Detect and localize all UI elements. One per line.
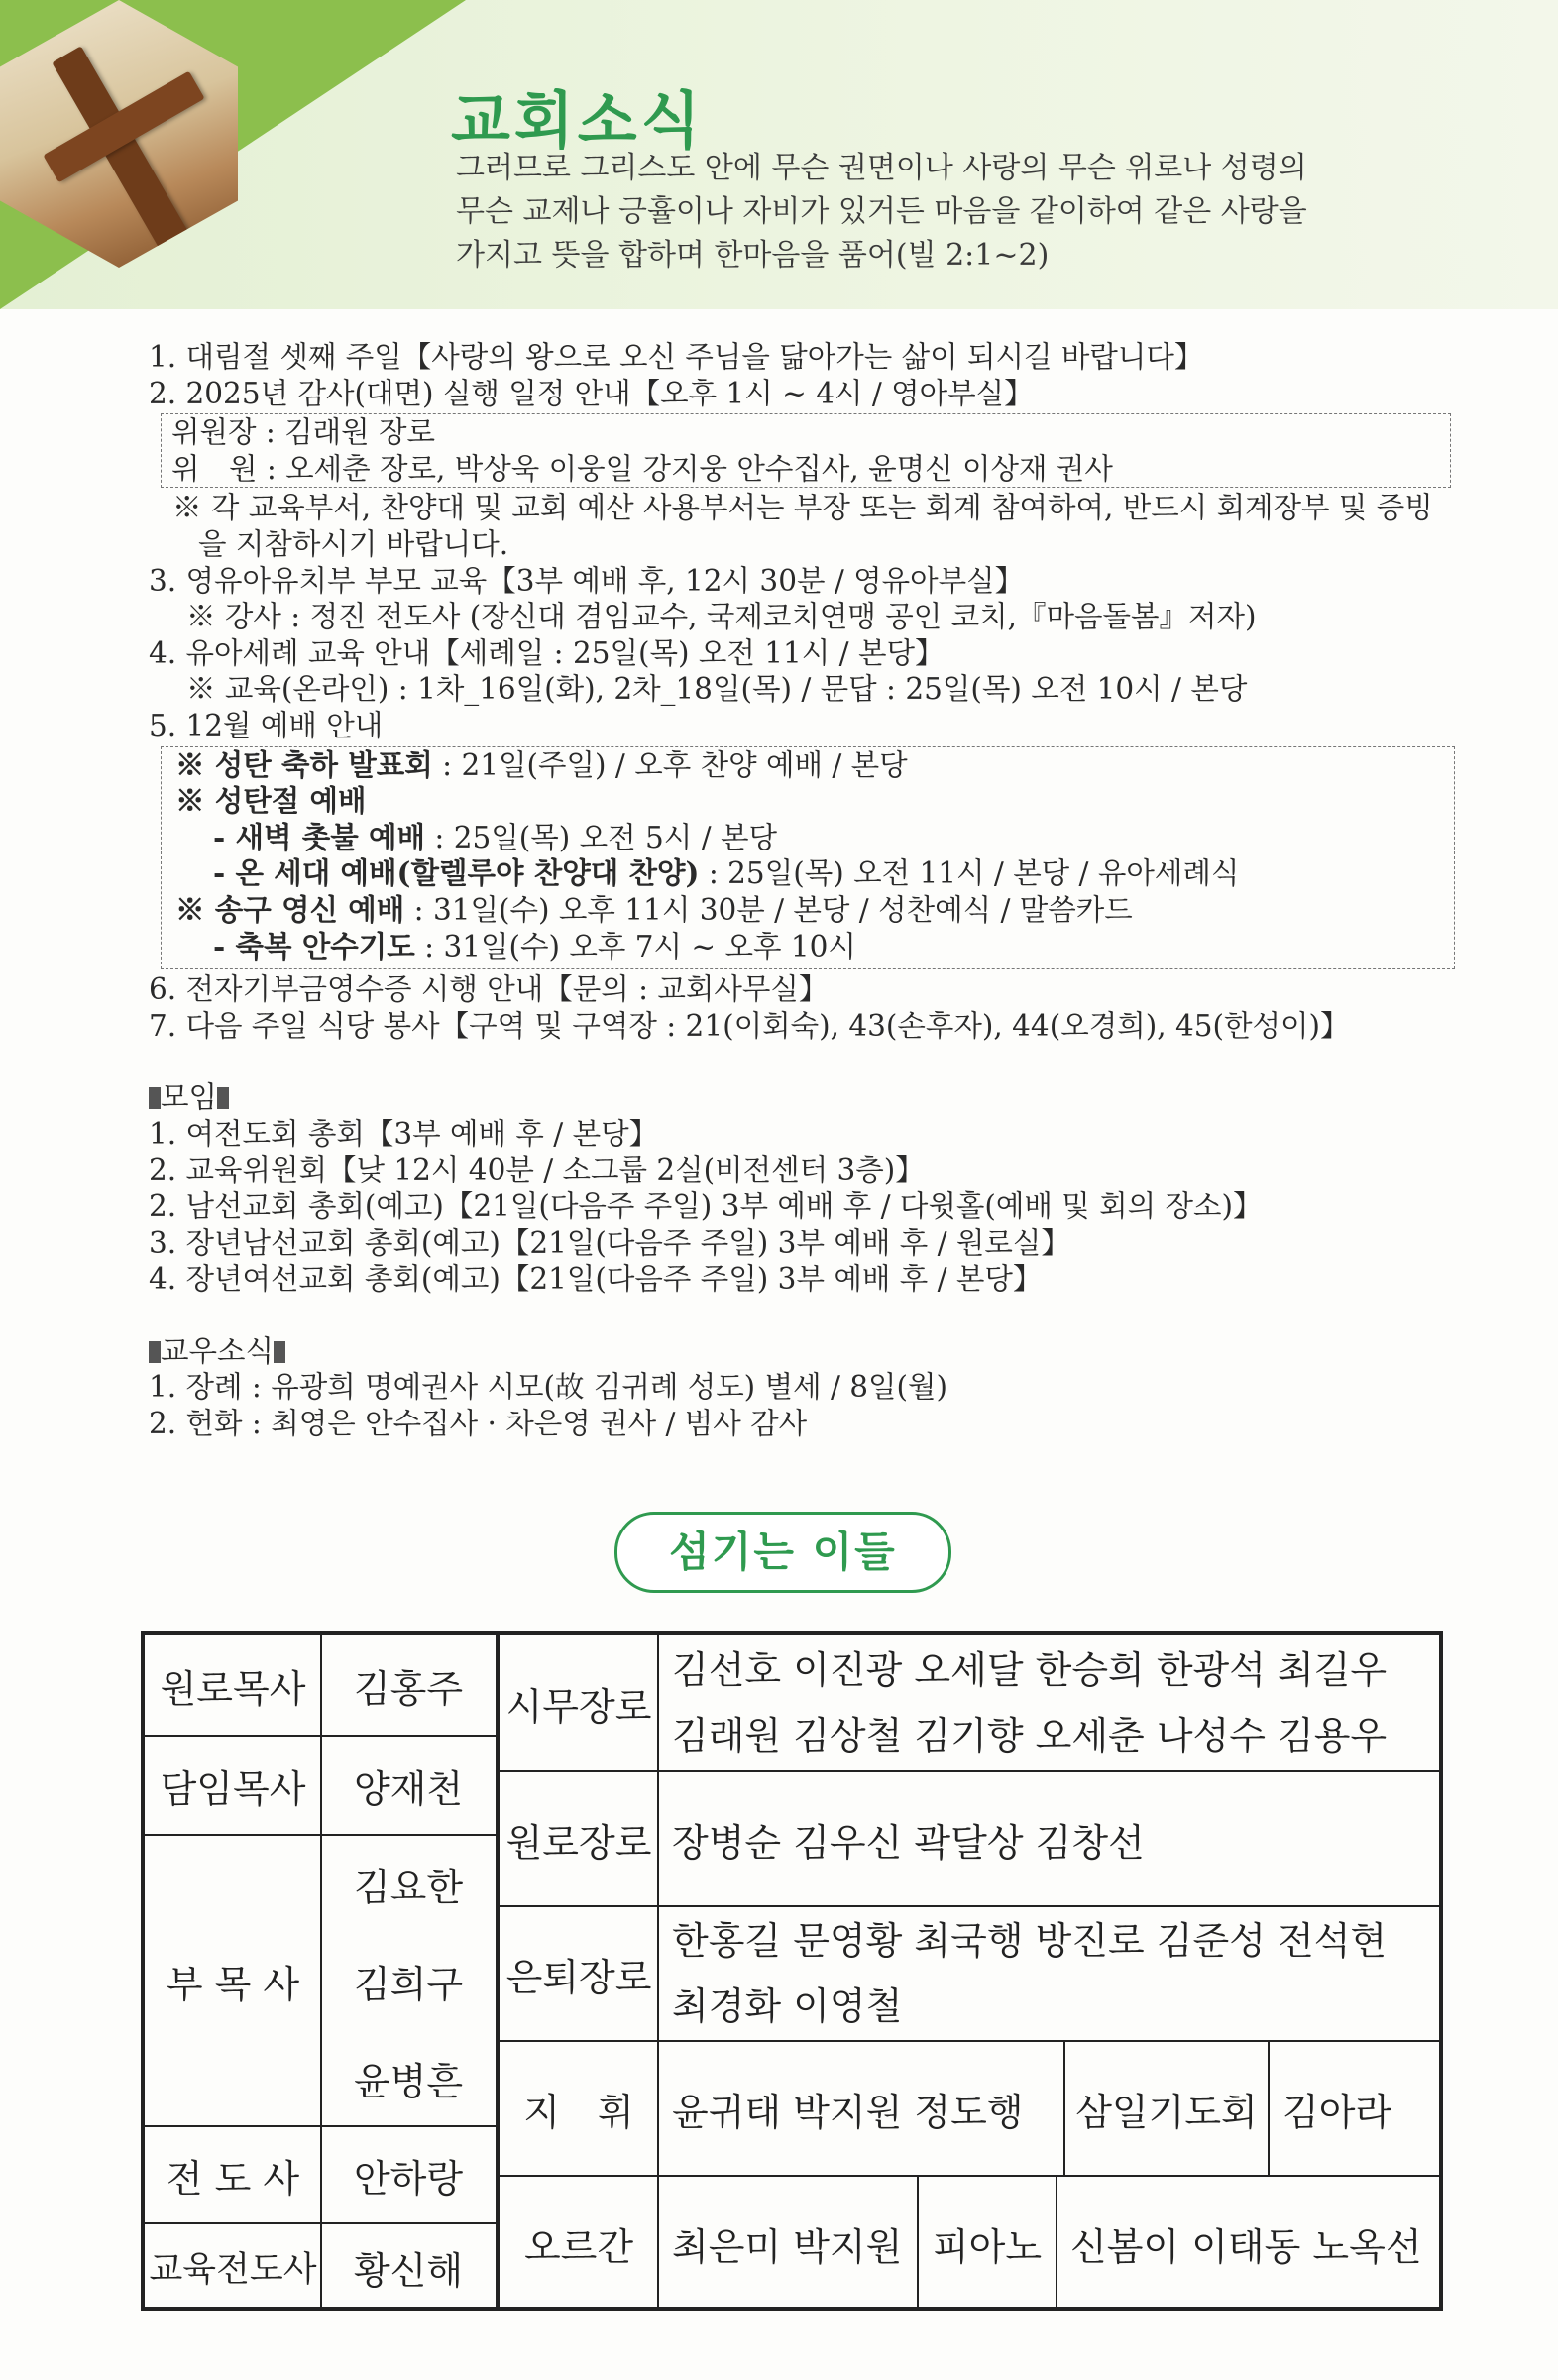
associate-pastor-label: 부 목 사 [166,1962,300,2006]
service-label: - 새벽 촛불 예배 [213,819,426,854]
pianist-names: 신봄이 이태동 노옥선 [1070,2224,1422,2269]
divider [1056,2176,1057,2311]
associate-pastor-name: 김희구 [353,1962,464,2006]
news-item: 1. 대림절 셋째 주일【사랑의 왕으로 오신 주님을 닮아가는 삶이 되시길 바랍니다】 [149,340,1204,374]
retired-elders-names [658,1906,1441,2041]
piano-label: 피아노 [932,2224,1043,2269]
retired-elders-label: 은퇴장로 [505,1955,652,1999]
december-services-box [161,746,1455,970]
staff-table [141,1631,1443,2311]
wed-prayer-name: 김아라 [1282,2090,1392,2134]
meeting-item: 4. 장년여선교회 총회(예고)【21일(다음주 주일) 3부 예배 후 / 본당】 [149,1262,1043,1297]
members-news-heading-label: 교우소식 [161,1333,274,1368]
members-news-item: 1. 장례 : 유광희 명예권사 시모(故 김귀례 성도) 별세 / 8일(월) [149,1370,948,1405]
conductor-label: 지 휘 [523,2090,634,2134]
serve-title: 섬기는 이들 [614,1512,951,1593]
meeting-item: 1. 여전도회 총회【3부 예배 후 / 본당】 [149,1116,659,1151]
square-bullet-icon [149,1087,161,1109]
associate-pastor-name: 김요한 [353,1865,464,1909]
name-row: 김선호 이진광 오세달 한승희 한광석 최길우 [672,1648,1388,1692]
service-label: - 축복 안수기도 [213,928,415,963]
associate-pastor-name: 윤병흔 [353,2059,464,2103]
service-detail: : 25일(목) 오전 11시 / 본당 / 유아세례식 [699,856,1240,891]
conductor-names: 윤귀태 박지원 정도행 [672,2090,1024,2134]
name-row: 한홍길 문영황 최국행 방진로 김준성 전석현 [672,1919,1388,1963]
divider [145,2222,496,2224]
service-label: ※ 성탄절 예배 [175,783,367,819]
news-note: ※ 교육(온라인) : 1차_16일(화), 2차_18일(목) / 문답 : 25일(목) 오전 10시 / 본당 [186,672,1248,707]
divider [500,1770,1441,1772]
service-detail: : 31일(수) 오후 7시 ~ 오후 10시 [414,929,856,963]
meeting-item: 2. 남선교회 총회(예고)【21일(다음주 주일) 3부 예배 후 / 다윗홀(예배 및 회의 장소)】 [149,1190,1263,1224]
divider [917,2176,919,2311]
header-banner [0,0,1558,309]
square-bullet-icon [149,1341,161,1363]
organist-names: 최은미 박지원 [672,2224,903,2269]
meetings-heading [149,1079,1437,1116]
divider [145,1834,496,1836]
emeritus-elders-names: 장병순 김우신 곽달상 김창선 [672,1820,1145,1865]
active-elders-label: 시무장로 [505,1684,652,1729]
news-item: 4. 유아세례 교육 안내【세례일 : 25일(목) 오전 11시 / 본당】 [149,635,945,670]
verse-line: 그러므로 그리스도 안에 무슨 권면이나 사랑의 무슨 위로나 성령의 [456,151,1307,185]
emeritus-pastor-name: 김홍주 [353,1666,464,1711]
audit-note: ※ 각 교육부서, 찬양대 및 교회 예산 사용부서는 부장 또는 회계 참여하여, 반드시 회계장부 및 증빙을 지참하시기 바랍니다. [172,491,1433,561]
evangelist-label: 전 도 사 [166,2156,300,2201]
organ-label: 오르간 [523,2224,634,2269]
page-title: 교회소식 [451,84,705,157]
edu-evangelist-label: 교육전도사 [149,2250,317,2290]
square-bullet-icon [217,1087,229,1109]
news-item: 3. 영유아유치부 부모 교육【3부 예배 후, 12시 30분 / 영유아부실】 [149,563,1025,598]
news-content [149,339,1437,1442]
service-detail: : 25일(목) 오전 5시 / 본당 [425,820,777,854]
wed-prayer-label: 삼일기도회 [1075,2090,1258,2134]
divider [1063,2041,1065,2176]
evangelist-name: 안하랑 [353,2156,464,2201]
meeting-item: 2. 교육위원회【낮 12시 40분 / 소그룹 2실(비전센터 3층)】 [149,1153,925,1188]
divider [500,1905,1441,1907]
header-verse [456,147,1457,278]
active-elders-names [658,1635,1441,1771]
audit-committee-box [161,413,1451,488]
meeting-item: 3. 장년남선교회 총회(예고)【21일(다음주 주일) 3부 예배 후 / 원로실】 [149,1225,1070,1260]
members-news-heading [149,1333,1437,1370]
service-detail: : 21일(주일) / 오후 찬양 예배 / 본당 [432,747,908,782]
meetings-heading-label: 모임 [161,1080,217,1115]
divider [500,2040,1441,2042]
news-item: 5. 12월 예배 안내 [149,708,384,742]
name-row: 김래원 김상철 김기향 오세춘 나성수 김용우 [672,1714,1388,1757]
emeritus-elders-label: 원로장로 [505,1820,652,1865]
audit-chair: 위원장 : 김래원 장로 [171,415,436,450]
square-bullet-icon [274,1341,285,1363]
divider [657,1635,659,2311]
news-item: 6. 전자기부금영수증 시행 안내【문의 : 교회사무실】 [149,972,829,1007]
senior-pastor-name: 양재천 [353,1766,464,1811]
name-row: 최경화 이영철 [672,1984,903,2028]
divider [500,2175,1441,2177]
verse-line: 무슨 교제나 긍휼이나 자비가 있거든 마음을 같이하여 같은 사랑을 [456,194,1307,229]
divider [145,2125,496,2127]
edu-evangelist-name: 황신해 [353,2248,464,2293]
members-news-item: 2. 헌화 : 최영은 안수집사 · 차은영 권사 / 범사 감사 [149,1407,808,1441]
verse-line: 가지고 뜻을 합하며 한마음을 품어(빌 2:1~2) [456,238,1050,273]
divider [1268,2041,1270,2176]
service-label: ※ 송구 영신 예배 [175,891,405,927]
senior-pastor-label: 담임목사 [160,1766,306,1811]
news-item: 7. 다음 주일 식당 봉사【구역 및 구역장 : 21(이회숙), 43(손후자), 44(오경희), 45(한성이)】 [149,1008,1350,1043]
news-item: 2. 2025년 감사(대면) 실행 일정 안내【오후 1시 ~ 4시 / 영아부실】 [149,376,1034,410]
divider [145,1735,496,1737]
emeritus-pastor-label: 원로목사 [160,1666,306,1711]
audit-members: 위 원 : 오세춘 장로, 박상욱 이웅일 강지웅 안수집사, 윤명신 이상재 권사 [171,451,1113,486]
service-label: ※ 성탄 축하 발표회 [175,746,433,782]
service-detail: : 31일(수) 오후 11시 30분 / 본당 / 성찬예식 / 말씀카드 [404,892,1133,927]
service-label: - 온 세대 예배(할렐루야 찬양대 찬양) [213,855,700,891]
news-note: ※ 강사 : 정진 전도사 (장신대 겸임교수, 국제코치연맹 공인 코치,『마음돌봄』저자) [186,600,1257,634]
